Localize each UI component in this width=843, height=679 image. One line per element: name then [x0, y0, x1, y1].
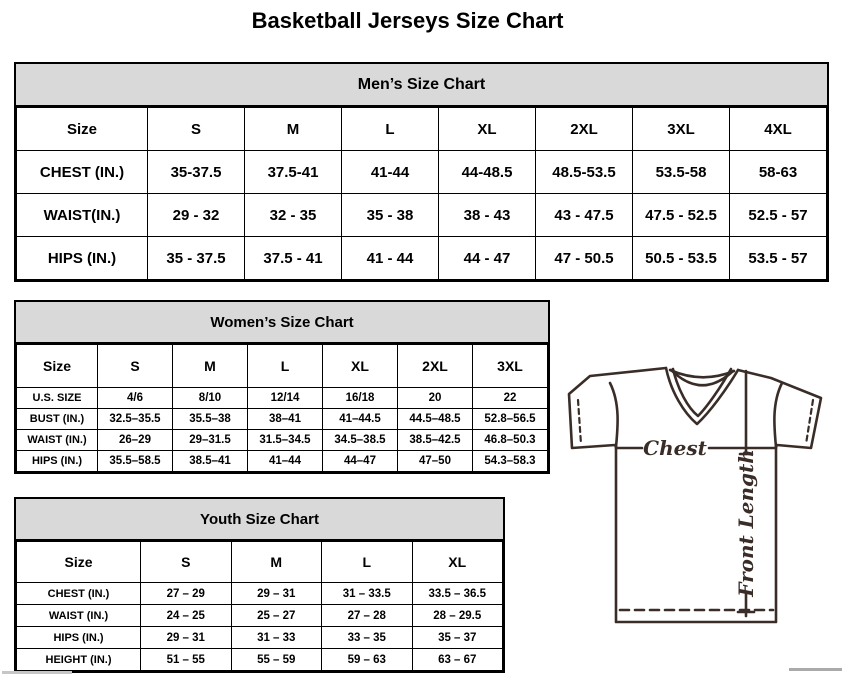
women-size-column-S: S [98, 345, 173, 388]
men-measurement-cell: 32 - 35 [245, 194, 342, 237]
youth-measurement-row [17, 649, 503, 671]
youth-size-column-L: L [322, 542, 413, 583]
youth-measurement-cell: 33 – 35 [322, 627, 413, 649]
women-measurement-cell: 35.5–38 [173, 409, 248, 430]
men-size-column-2XL: 2XL [536, 108, 633, 151]
youth-size-header-row [17, 542, 503, 583]
women-measurement-cell: 16/18 [323, 388, 398, 409]
women-size-column-M: M [173, 345, 248, 388]
youth-size-column-M: M [231, 542, 322, 583]
men-measurement-cell: 41 - 44 [342, 237, 439, 280]
left-cuff-stitch [578, 400, 581, 444]
women-measurement-cell: 38.5–42.5 [398, 430, 473, 451]
youth-size-table [16, 541, 503, 671]
men-size-column-M: M [245, 108, 342, 151]
women-measurement-cell: 29–31.5 [173, 430, 248, 451]
men-size-column-XL: XL [439, 108, 536, 151]
men-size-column-S: S [148, 108, 245, 151]
mens-size-chart-title: Men’s Size Chart [16, 64, 827, 107]
youth-size-column-S: S [141, 542, 232, 583]
women-measurement-cell: 46.8–50.3 [473, 430, 548, 451]
youth-measurement-cell: 51 – 55 [141, 649, 232, 671]
right-sleeve-seam [774, 383, 782, 447]
youth-row-label: WAIST (IN.) [17, 605, 141, 627]
men-measurement-cell: 53.5-58 [633, 151, 730, 194]
women-measurement-row [17, 451, 548, 472]
youth-measurement-cell: 35 – 37 [412, 627, 503, 649]
women-row-label: BUST (IN.) [17, 409, 98, 430]
women-measurement-cell: 4/6 [98, 388, 173, 409]
youth-measurement-cell: 27 – 28 [322, 605, 413, 627]
women-size-header-row [17, 345, 548, 388]
youth-measurement-cell: 28 – 29.5 [412, 605, 503, 627]
scrollbar-fragment-left [2, 671, 72, 674]
men-size-label: Size [17, 108, 148, 151]
youth-measurement-cell: 25 – 27 [231, 605, 322, 627]
men-measurement-cell: 47 - 50.5 [536, 237, 633, 280]
youth-row-label: CHEST (IN.) [17, 583, 141, 605]
women-measurement-cell: 22 [473, 388, 548, 409]
women-measurement-cell: 12/14 [248, 388, 323, 409]
womens-size-chart-table [14, 300, 550, 474]
women-measurement-cell: 38.5–41 [173, 451, 248, 472]
mens-size-chart-table [14, 62, 829, 282]
women-measurement-cell: 44.5–48.5 [398, 409, 473, 430]
youth-measurement-cell: 59 – 63 [322, 649, 413, 671]
women-row-label: HIPS (IN.) [17, 451, 98, 472]
jersey-outline [569, 368, 821, 622]
youth-measurement-cell: 63 – 67 [412, 649, 503, 671]
mens-size-table [16, 107, 827, 280]
men-measurement-cell: 35-37.5 [148, 151, 245, 194]
women-measurement-cell: 20 [398, 388, 473, 409]
men-measurement-cell: 44-48.5 [439, 151, 536, 194]
women-measurement-cell: 41–44.5 [323, 409, 398, 430]
youth-measurement-row [17, 627, 503, 649]
women-measurement-cell: 52.8–56.5 [473, 409, 548, 430]
youth-measurement-cell: 31 – 33.5 [322, 583, 413, 605]
men-measurement-row [17, 151, 827, 194]
women-size-column-3XL: 3XL [473, 345, 548, 388]
men-measurement-cell: 37.5 - 41 [245, 237, 342, 280]
men-measurement-cell: 47.5 - 52.5 [633, 194, 730, 237]
men-measurement-cell: 43 - 47.5 [536, 194, 633, 237]
men-size-header-row [17, 108, 827, 151]
men-measurement-cell: 35 - 38 [342, 194, 439, 237]
youth-measurement-row [17, 583, 503, 605]
women-measurement-row [17, 388, 548, 409]
youth-size-label: Size [17, 542, 141, 583]
youth-size-chart-title: Youth Size Chart [16, 499, 503, 541]
youth-measurement-cell: 31 – 33 [231, 627, 322, 649]
women-measurement-cell: 44–47 [323, 451, 398, 472]
men-size-column-3XL: 3XL [633, 108, 730, 151]
women-measurement-row [17, 409, 548, 430]
men-size-column-4XL: 4XL [730, 108, 827, 151]
men-measurement-cell: 29 - 32 [148, 194, 245, 237]
youth-measurement-cell: 27 – 29 [141, 583, 232, 605]
youth-measurement-cell: 55 – 59 [231, 649, 322, 671]
women-measurement-cell: 47–50 [398, 451, 473, 472]
women-measurement-cell: 31.5–34.5 [248, 430, 323, 451]
youth-row-label: HIPS (IN.) [17, 627, 141, 649]
women-row-label: U.S. SIZE [17, 388, 98, 409]
men-measurement-row [17, 237, 827, 280]
men-size-column-L: L [342, 108, 439, 151]
men-row-label: WAIST(IN.) [17, 194, 148, 237]
women-row-label: WAIST (IN.) [17, 430, 98, 451]
womens-size-table [16, 344, 548, 472]
men-row-label: CHEST (IN.) [17, 151, 148, 194]
men-measurement-cell: 41-44 [342, 151, 439, 194]
women-measurement-row [17, 430, 548, 451]
men-row-label: HIPS (IN.) [17, 237, 148, 280]
scrollbar-fragment-right [789, 668, 842, 671]
men-measurement-cell: 48.5-53.5 [536, 151, 633, 194]
women-measurement-cell: 41–44 [248, 451, 323, 472]
left-sleeve-seam [610, 383, 618, 447]
men-measurement-cell: 58-63 [730, 151, 827, 194]
women-measurement-cell: 8/10 [173, 388, 248, 409]
women-measurement-cell: 54.3–58.3 [473, 451, 548, 472]
youth-measurement-cell: 29 – 31 [231, 583, 322, 605]
men-measurement-row [17, 194, 827, 237]
youth-measurement-row [17, 605, 503, 627]
youth-measurement-cell: 29 – 31 [141, 627, 232, 649]
women-measurement-cell: 26–29 [98, 430, 173, 451]
youth-size-column-XL: XL [412, 542, 503, 583]
men-measurement-cell: 44 - 47 [439, 237, 536, 280]
front-length-label: Front Length [734, 449, 758, 597]
youth-measurement-cell: 24 – 25 [141, 605, 232, 627]
women-size-label: Size [17, 345, 98, 388]
chest-label: Chest [643, 436, 707, 460]
womens-size-chart-title: Women’s Size Chart [16, 302, 548, 344]
women-measurement-cell: 34.5–38.5 [323, 430, 398, 451]
men-measurement-cell: 38 - 43 [439, 194, 536, 237]
men-measurement-cell: 37.5-41 [245, 151, 342, 194]
men-measurement-cell: 52.5 - 57 [730, 194, 827, 237]
women-measurement-cell: 38–41 [248, 409, 323, 430]
youth-size-chart-table [14, 497, 505, 673]
men-measurement-cell: 35 - 37.5 [148, 237, 245, 280]
jersey-measurement-diagram [558, 358, 843, 633]
women-size-column-L: L [248, 345, 323, 388]
men-measurement-cell: 50.5 - 53.5 [633, 237, 730, 280]
women-measurement-cell: 32.5–35.5 [98, 409, 173, 430]
page-title: Basketball Jerseys Size Chart [251, 8, 564, 33]
women-measurement-cell: 35.5–58.5 [98, 451, 173, 472]
women-size-column-XL: XL [323, 345, 398, 388]
women-size-column-2XL: 2XL [398, 345, 473, 388]
youth-row-label: HEIGHT (IN.) [17, 649, 141, 671]
youth-measurement-cell: 33.5 – 36.5 [412, 583, 503, 605]
jersey-diagram-svg [558, 358, 843, 633]
men-measurement-cell: 53.5 - 57 [730, 237, 827, 280]
